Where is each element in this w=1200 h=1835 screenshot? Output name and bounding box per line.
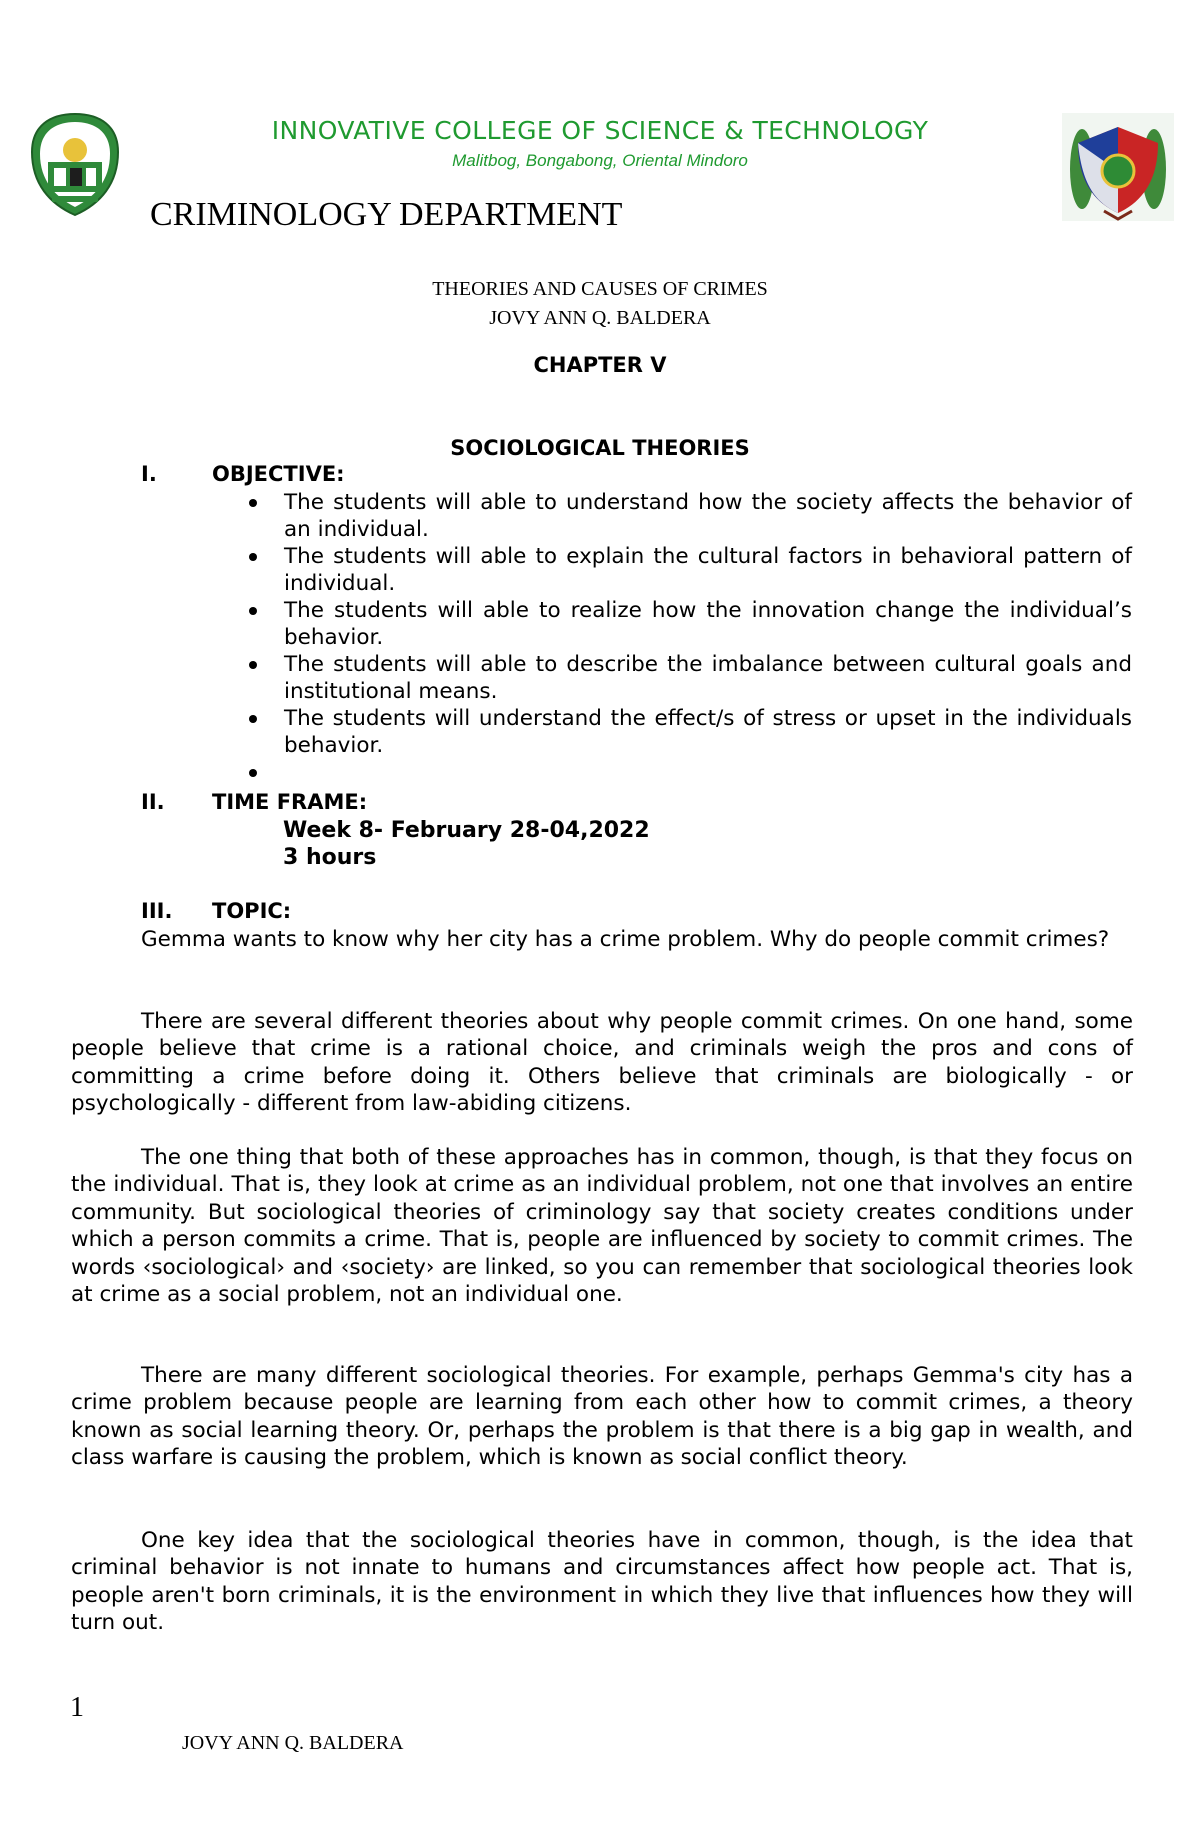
list-item: [246, 597, 1132, 651]
objective-text: The students will able to realize how the innovation change the individual’s behavior.: [284, 598, 1132, 650]
chapter-label: CHAPTER V: [533, 353, 667, 377]
school-address: Malitbog, Bongabong, Oriental Mindoro: [452, 151, 748, 170]
page-number: 1: [70, 1692, 84, 1723]
objective-text: The students will able to explain the cultural factors in behavioral pattern of individual.: [284, 544, 1132, 596]
list-item: [246, 651, 1132, 705]
objective-number: I.: [141, 462, 157, 486]
department-title: CRIMINOLOGY DEPARTMENT: [150, 196, 623, 233]
objective-text: The students will understand the effect/s of stress or upset in the individuals behavior.: [284, 706, 1132, 758]
objective-title: OBJECTIVE:: [212, 462, 345, 486]
topic-paragraph: There are many different sociological theories. For example, perhaps Gemma's city has a crime problem because people are learning from each other how to commit crimes, a theory known as social learning theory. Or, perhaps the problem is that there is a big gap in wealth, and class warfare is causing the problem, which is known as social conflict theory.: [71, 1363, 1133, 1471]
footer-author: JOVY ANN Q. BALDERA: [182, 1732, 404, 1754]
school-name: INNOVATIVE COLLEGE OF SCIENCE & TECHNOLOGY: [271, 116, 929, 145]
bullet-icon: [249, 661, 257, 669]
time-frame-title: TIME FRAME:: [212, 790, 368, 814]
time-frame-number: II.: [141, 790, 165, 814]
topic-title: TOPIC:: [212, 899, 292, 923]
bullet-icon: [249, 715, 257, 723]
bullet-icon: [249, 769, 257, 777]
topic-paragraph: The one thing that both of these approaches has in common, though, is that they focus on the individual. That is, they look at crime as an individual problem, not one that involves an entire community. But sociological theories of criminology say that society creates conditions under which a person commits a crime. That is, people are influenced by society to commit crimes. The words ‹sociological› and ‹society› are linked, so you can remember that sociological theories look at crime as a social problem, not an individual one.: [71, 1145, 1133, 1308]
list-item: [246, 705, 1132, 759]
objective-text: The students will able to understand how the society affects the behavior of an individual.: [284, 490, 1132, 542]
topic-paragraph: One key idea that the sociological theories have in common, though, is the idea that criminal behavior is not innate to humans and circumstances affect how people act. That is, people aren't born criminals, it is the environment in which they live that influences how they will turn out.: [71, 1528, 1133, 1636]
time-frame-hours: 3 hours: [283, 845, 377, 870]
topic-number: III.: [141, 899, 173, 923]
chapter-subject: SOCIOLOGICAL THEORIES: [450, 436, 750, 460]
objective-text: The students will able to describe the imbalance between cultural goals and institutional means.: [284, 652, 1132, 704]
time-frame-week: Week 8- February 28-04,2022: [283, 818, 650, 843]
objective-list: [246, 489, 1132, 786]
author-name: JOVY ANN Q. BALDERA: [489, 307, 711, 329]
list-item: [246, 543, 1132, 597]
list-item: [246, 759, 1132, 786]
bullet-icon: [249, 607, 257, 615]
course-title: THEORIES AND CAUSES OF CRIMES: [432, 278, 768, 300]
bullet-icon: [249, 553, 257, 561]
bullet-icon: [249, 499, 257, 507]
topic-paragraph: There are several different theories about why people commit crimes. On one hand, some people believe that crime is a rational choice, and criminals weigh the pros and cons of committing a crime before doing it. Others believe that criminals are biologically - or psychologically - different from law-abiding citizens.: [71, 1009, 1133, 1117]
topic-paragraph: Gemma wants to know why her city has a crime problem. Why do people commit crimes?: [141, 927, 1110, 952]
list-item: [246, 489, 1132, 543]
